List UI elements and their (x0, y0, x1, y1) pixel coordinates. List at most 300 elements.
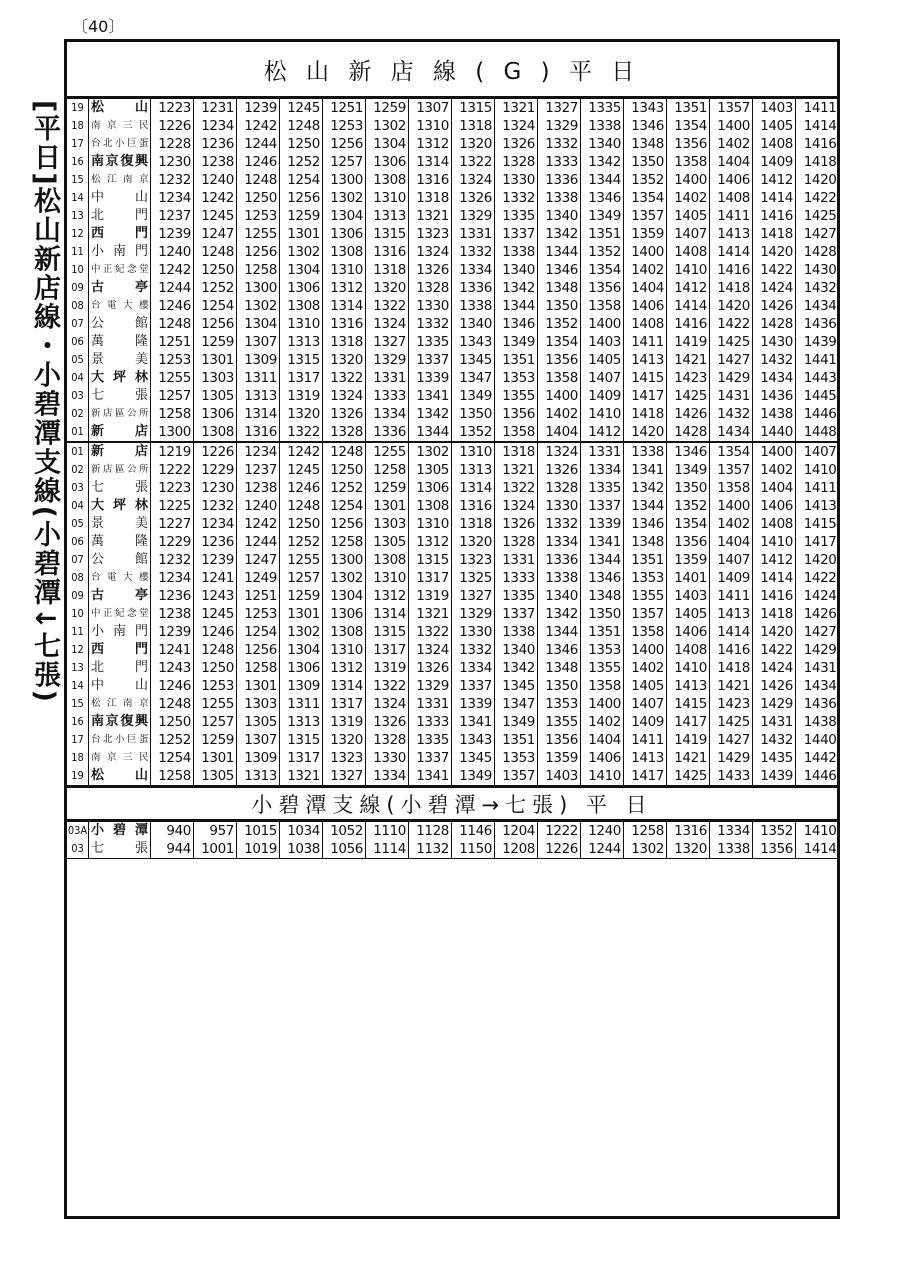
departure-time: 1408 (667, 243, 710, 261)
departure-time: 1336 (538, 171, 581, 189)
departure-time: 1357 (624, 207, 667, 225)
departure-time: 1327 (323, 767, 366, 785)
departure-time: 1409 (710, 569, 753, 587)
departure-time: 1426 (803, 606, 837, 622)
table-row (67, 261, 839, 279)
departure-time: 1229 (194, 461, 237, 479)
departure-time: 1259 (194, 333, 237, 351)
station-name: 新 店 (89, 423, 151, 442)
station-number: 11 (67, 623, 89, 641)
departure-time: 1338 (538, 569, 581, 587)
departure-time: 1420 (624, 423, 667, 442)
table-row (67, 135, 839, 153)
departure-time: 1400 (624, 641, 667, 659)
departure-time: 1310 (409, 117, 452, 135)
departure-time: 1415 (803, 516, 837, 532)
departure-time: 1332 (538, 135, 581, 153)
departure-time: 1346 (624, 117, 667, 135)
departure-time: 1407 (803, 444, 837, 460)
departure-time: 1414 (710, 623, 753, 641)
departure-time: 1403 (667, 587, 710, 605)
departure-time: 1310 (323, 261, 366, 279)
departure-time: 1320 (323, 351, 366, 369)
departure-time: 1308 (366, 171, 409, 189)
departure-time: 1410 (581, 405, 624, 423)
station-name: 西 門 (89, 225, 151, 243)
departure-time: 1346 (667, 442, 710, 461)
station-name: 小南門 (89, 623, 151, 641)
table-row (67, 641, 839, 659)
departure-time: 1256 (194, 315, 237, 333)
departure-time: 1341 (581, 533, 624, 551)
station-number: 04 (67, 369, 89, 387)
departure-time: 1324 (538, 442, 581, 461)
departure-time: 1251 (323, 99, 366, 117)
departure-time: 1423 (710, 695, 753, 713)
station-name: 七 張 (89, 840, 151, 859)
section-title-xiaobitan: 小碧潭支線(小碧潭→七張) 平 日 (67, 785, 837, 822)
departure-time: 1319 (366, 659, 409, 677)
departure-time: 1300 (237, 279, 280, 297)
departure-time: 1354 (624, 189, 667, 207)
departure-time: 1322 (280, 423, 323, 442)
departure-time: 1258 (237, 659, 280, 677)
departure-time: 1424 (803, 588, 837, 604)
departure-time: 1302 (280, 623, 323, 641)
table-row (67, 243, 839, 261)
departure-time: 1315 (409, 551, 452, 569)
departure-time: 1412 (753, 171, 796, 189)
departure-time: 944 (151, 840, 194, 859)
departure-time: 1307 (409, 99, 452, 117)
station-number: 03 (67, 840, 89, 859)
departure-time: 1247 (237, 551, 280, 569)
station-number: 16 (67, 153, 89, 171)
departure-time: 1429 (803, 642, 837, 658)
departure-time: 1315 (366, 623, 409, 641)
departure-time: 1240 (581, 822, 624, 840)
departure-time: 1409 (753, 153, 796, 171)
station-name: 北 門 (89, 659, 151, 677)
departure-time: 1405 (581, 351, 624, 369)
departure-time: 1419 (667, 731, 710, 749)
departure-time: 1324 (409, 641, 452, 659)
departure-time: 1333 (495, 569, 538, 587)
departure-time: 1308 (366, 551, 409, 569)
station-name: 中 山 (89, 677, 151, 695)
departure-time: 1242 (280, 442, 323, 461)
departure-time: 1234 (194, 117, 237, 135)
departure-time: 1001 (194, 840, 237, 859)
departure-time: 1254 (237, 623, 280, 641)
departure-time: 1337 (581, 497, 624, 515)
station-name: 台電大樓 (89, 297, 151, 315)
departure-time: 1407 (624, 695, 667, 713)
station-number: 19 (67, 99, 89, 117)
departure-time: 1407 (581, 369, 624, 387)
page-number: 〔40〕 (72, 17, 125, 36)
departure-time: 1258 (151, 767, 194, 785)
departure-time: 1258 (237, 261, 280, 279)
departure-time: 1318 (495, 442, 538, 461)
station-name: 萬 隆 (89, 533, 151, 551)
departure-time: 1417 (624, 387, 667, 405)
departure-time: 1322 (323, 369, 366, 387)
departure-time: 1345 (452, 351, 495, 369)
station-name: 西 門 (89, 641, 151, 659)
departure-time: 1208 (495, 840, 538, 859)
departure-time: 1421 (667, 749, 710, 767)
departure-time: 1416 (753, 587, 796, 605)
departure-time: 1406 (753, 497, 796, 515)
departure-time: 1343 (624, 99, 667, 117)
departure-time: 1246 (151, 297, 194, 315)
departure-time: 1252 (151, 731, 194, 749)
departure-time: 1311 (280, 695, 323, 713)
departure-time: 1412 (581, 423, 624, 442)
departure-time: 1346 (495, 315, 538, 333)
departure-time: 1404 (624, 279, 667, 297)
departure-time: 1328 (409, 279, 452, 297)
departure-time: 1302 (409, 442, 452, 461)
departure-time: 1353 (495, 749, 538, 767)
departure-time: 1302 (323, 569, 366, 587)
departure-time: 1319 (280, 387, 323, 405)
departure-time: 1334 (581, 461, 624, 479)
station-number: 15 (67, 695, 89, 713)
station-number: 08 (67, 297, 89, 315)
departure-time: 1243 (151, 659, 194, 677)
departure-time: 1416 (710, 641, 753, 659)
departure-time: 1338 (538, 189, 581, 207)
departure-time: 1338 (624, 442, 667, 461)
departure-time: 1254 (151, 749, 194, 767)
departure-time: 1411 (710, 207, 753, 225)
departure-time: 1248 (323, 442, 366, 461)
departure-time: 1246 (237, 153, 280, 171)
departure-time: 1340 (495, 261, 538, 279)
departure-time: 1307 (237, 333, 280, 351)
departure-time: 1236 (194, 135, 237, 153)
departure-time: 1310 (323, 641, 366, 659)
departure-time: 1300 (151, 423, 194, 442)
departure-time: 1340 (538, 207, 581, 225)
departure-time: 1326 (452, 189, 495, 207)
departure-time: 1255 (366, 442, 409, 461)
departure-time: 1252 (323, 479, 366, 497)
departure-time: 1318 (409, 189, 452, 207)
departure-time: 1326 (495, 515, 538, 533)
station-number: 10 (67, 605, 89, 623)
departure-time: 1306 (409, 479, 452, 497)
departure-time: 1301 (366, 497, 409, 515)
departure-time: 1234 (151, 189, 194, 207)
departure-time: 1343 (452, 333, 495, 351)
departure-time: 1303 (237, 695, 280, 713)
departure-time: 1326 (538, 461, 581, 479)
departure-time: 1239 (237, 99, 280, 117)
departure-time: 1256 (323, 515, 366, 533)
departure-time: 1307 (237, 731, 280, 749)
departure-time: 1418 (624, 405, 667, 423)
departure-time: 1401 (667, 569, 710, 587)
departure-time: 1248 (237, 171, 280, 189)
station-number: 18 (67, 117, 89, 135)
departure-time: 1432 (753, 731, 796, 749)
departure-time: 1420 (753, 243, 796, 261)
departure-time: 1304 (237, 315, 280, 333)
departure-time: 1326 (366, 713, 409, 731)
departure-time: 1253 (323, 117, 366, 135)
departure-time: 1302 (366, 117, 409, 135)
departure-time: 1411 (624, 731, 667, 749)
departure-time: 1338 (495, 243, 538, 261)
table-row (67, 749, 839, 767)
departure-time: 1337 (409, 749, 452, 767)
table-row (67, 767, 839, 785)
departure-time: 1250 (280, 135, 323, 153)
departure-time: 1313 (237, 387, 280, 405)
departure-time: 1250 (194, 261, 237, 279)
departure-time: 1234 (237, 442, 280, 461)
departure-time: 1320 (366, 279, 409, 297)
departure-time: 1329 (538, 117, 581, 135)
departure-time: 1414 (667, 297, 710, 315)
departure-time: 1256 (237, 641, 280, 659)
departure-time: 1331 (409, 695, 452, 713)
departure-time: 1434 (803, 678, 837, 694)
departure-time: 1408 (753, 515, 796, 533)
table-row (67, 587, 839, 605)
departure-time: 1434 (803, 298, 837, 314)
station-name: 新 店 (89, 442, 151, 461)
departure-time: 1315 (366, 225, 409, 243)
departure-time: 1439 (803, 334, 837, 350)
station-name: 松 山 (89, 767, 151, 785)
departure-time: 1252 (194, 279, 237, 297)
departure-time: 1317 (366, 641, 409, 659)
departure-time: 1413 (803, 498, 837, 514)
departure-time: 1325 (452, 569, 495, 587)
departure-time: 1430 (803, 262, 837, 278)
departure-time: 1243 (194, 587, 237, 605)
departure-time: 1410 (581, 767, 624, 785)
table-row (67, 497, 839, 515)
departure-time: 1408 (753, 135, 796, 153)
departure-time: 1250 (323, 461, 366, 479)
departure-time: 1412 (753, 551, 796, 569)
departure-time: 1355 (581, 659, 624, 677)
departure-time: 1335 (581, 99, 624, 117)
departure-time: 1428 (803, 244, 837, 260)
departure-time: 1230 (194, 479, 237, 497)
departure-time: 1310 (452, 442, 495, 461)
departure-time: 1414 (753, 189, 796, 207)
table-row (67, 171, 839, 189)
departure-time: 1245 (194, 605, 237, 623)
departure-time: 1346 (581, 569, 624, 587)
station-name: 萬 隆 (89, 333, 151, 351)
departure-time: 1358 (538, 369, 581, 387)
departure-time: 1309 (280, 677, 323, 695)
departure-time: 1316 (366, 243, 409, 261)
departure-time: 1350 (538, 677, 581, 695)
station-name: 松 山 (89, 99, 151, 117)
departure-time: 1334 (452, 659, 495, 677)
departure-time: 1254 (323, 497, 366, 515)
departure-time: 1250 (237, 189, 280, 207)
departure-time: 1249 (237, 569, 280, 587)
departure-time: 1308 (194, 423, 237, 442)
departure-time: 1259 (280, 207, 323, 225)
departure-time: 1424 (753, 279, 796, 297)
departure-time: 1352 (581, 243, 624, 261)
station-name: 公 館 (89, 551, 151, 569)
departure-time: 1426 (753, 297, 796, 315)
departure-time: 1421 (667, 351, 710, 369)
departure-time: 1314 (237, 405, 280, 423)
departure-time: 1248 (280, 117, 323, 135)
departure-time: 1319 (323, 713, 366, 731)
departure-time: 1248 (151, 695, 194, 713)
departure-time: 1348 (581, 587, 624, 605)
station-number: 18 (67, 749, 89, 767)
departure-time: 1433 (710, 767, 753, 785)
departure-time: 1234 (194, 515, 237, 533)
departure-time: 1318 (323, 333, 366, 351)
table-row (67, 461, 839, 479)
station-name: 新店區公所 (89, 461, 151, 479)
departure-time: 1419 (667, 333, 710, 351)
departure-time: 1414 (803, 118, 837, 134)
departure-time: 1128 (409, 822, 452, 840)
departure-time: 1338 (710, 840, 753, 859)
departure-time: 1436 (803, 316, 837, 332)
station-name: 小南門 (89, 243, 151, 261)
departure-time: 1425 (710, 713, 753, 731)
departure-time: 1334 (366, 405, 409, 423)
departure-time: 1241 (194, 569, 237, 587)
station-number: 09 (67, 279, 89, 297)
departure-time: 1341 (452, 713, 495, 731)
departure-time: 1350 (538, 297, 581, 315)
station-name: 七 張 (89, 479, 151, 497)
table-row (67, 515, 839, 533)
table-row (67, 822, 839, 840)
departure-time: 1344 (495, 297, 538, 315)
departure-time: 1302 (237, 297, 280, 315)
departure-time: 1429 (710, 749, 753, 767)
departure-time: 1422 (803, 570, 837, 586)
departure-time: 1438 (753, 405, 796, 423)
departure-time: 1427 (803, 624, 837, 640)
departure-time: 1402 (624, 261, 667, 279)
departure-time: 1411 (624, 333, 667, 351)
table-row (67, 623, 839, 641)
departure-time: 1442 (803, 750, 837, 766)
departure-time: 1410 (667, 659, 710, 677)
departure-time: 1404 (753, 479, 796, 497)
departure-time: 1259 (366, 99, 409, 117)
station-number: 05 (67, 351, 89, 369)
departure-time: 1239 (151, 623, 194, 641)
departure-time: 1229 (151, 533, 194, 551)
departure-time: 1342 (538, 225, 581, 243)
departure-time: 1319 (409, 587, 452, 605)
departure-time: 1404 (710, 533, 753, 551)
departure-time: 1427 (710, 351, 753, 369)
departure-time: 1315 (280, 351, 323, 369)
departure-time: 1230 (151, 153, 194, 171)
departure-time: 1425 (667, 387, 710, 405)
departure-time: 1312 (323, 279, 366, 297)
departure-time: 1345 (495, 677, 538, 695)
table-row (67, 297, 839, 315)
departure-time: 1251 (151, 333, 194, 351)
departure-time: 1441 (803, 352, 837, 368)
departure-time: 1417 (803, 534, 837, 550)
departure-time: 1353 (538, 695, 581, 713)
table-row (67, 117, 839, 135)
departure-time: 1355 (538, 713, 581, 731)
departure-time: 1416 (667, 315, 710, 333)
departure-time: 1306 (323, 225, 366, 243)
departure-time: 1423 (667, 369, 710, 387)
table-row (67, 369, 839, 387)
table-row (67, 731, 839, 749)
departure-time: 1411 (803, 100, 837, 116)
departure-time: 1256 (323, 135, 366, 153)
table-row (67, 333, 839, 351)
station-number: 06 (67, 333, 89, 351)
departure-time: 1315 (280, 731, 323, 749)
departure-time: 1300 (323, 551, 366, 569)
departure-time: 1323 (409, 225, 452, 243)
departure-time: 1238 (194, 153, 237, 171)
departure-time: 1357 (624, 605, 667, 623)
departure-time: 1308 (323, 623, 366, 641)
departure-time: 1327 (538, 99, 581, 117)
departure-time: 1344 (538, 623, 581, 641)
departure-time: 1336 (538, 551, 581, 569)
departure-time: 1343 (452, 731, 495, 749)
table-row (67, 551, 839, 569)
table-row (67, 569, 839, 587)
departure-time: 1316 (409, 171, 452, 189)
departure-time: 1340 (581, 135, 624, 153)
departure-time: 1240 (237, 497, 280, 515)
departure-time: 1406 (581, 749, 624, 767)
departure-time: 1258 (624, 822, 667, 840)
departure-time: 1431 (753, 713, 796, 731)
departure-time: 1430 (753, 333, 796, 351)
departure-time: 1312 (366, 587, 409, 605)
departure-time: 1358 (581, 297, 624, 315)
departure-time: 1310 (280, 315, 323, 333)
departure-time: 1305 (194, 767, 237, 785)
departure-time: 1301 (194, 351, 237, 369)
departure-time: 1429 (753, 695, 796, 713)
departure-time: 1331 (452, 225, 495, 243)
table-row (67, 279, 839, 297)
departure-time: 1342 (495, 659, 538, 677)
departure-time: 1348 (538, 659, 581, 677)
departure-time: 1420 (710, 297, 753, 315)
station-number: 10 (67, 261, 89, 279)
departure-time: 1356 (581, 279, 624, 297)
departure-time: 1259 (194, 731, 237, 749)
departure-time: 1306 (280, 659, 323, 677)
